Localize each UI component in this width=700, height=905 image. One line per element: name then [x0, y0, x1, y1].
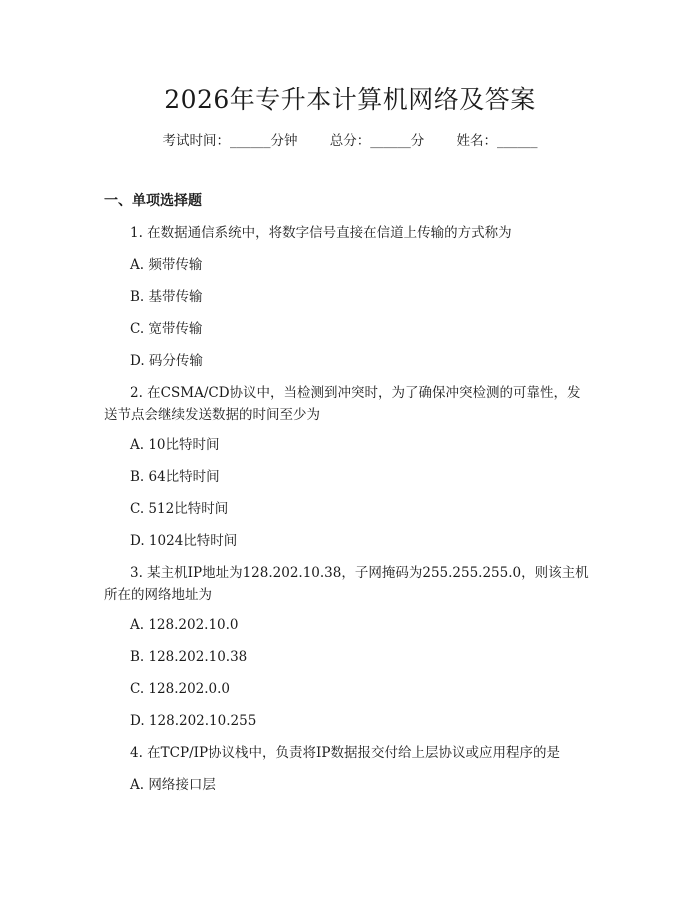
question-2-option-a: A. 10比特时间 — [130, 437, 220, 453]
question-stem-text: 4. 在TCP/IP协议栈中，负责将IP数据报交付给上层协议或应用程序的是 — [130, 745, 560, 761]
question-stem-text: 1. 在数据通信系统中，将数字信号直接在信道上传输的方式称为 — [130, 225, 512, 241]
question-1-option-b: B. 基带传输 — [130, 289, 203, 305]
question-3-option-a: A. 128.202.10.0 — [130, 617, 239, 633]
question-4-option-a: A. 网络接口层 — [130, 777, 216, 793]
question-3-stem — [104, 562, 594, 606]
question-4-stem — [104, 742, 594, 764]
document-title: 2026年专升本计算机网络及答案 — [164, 85, 536, 114]
question-1-option-a: A. 频带传输 — [130, 257, 203, 273]
question-2-stem — [104, 382, 594, 426]
question-stem-text: 3. 某主机IP地址为128.202.10.38，子网掩码为255.255.255.0，则该主机所在的网络地址为 — [104, 565, 589, 603]
question-1-stem — [104, 222, 594, 244]
total-score-field: 总分：______分 — [329, 133, 425, 149]
exam-time-field: 考试时间：______分钟 — [162, 133, 298, 149]
question-3-option-c: C. 128.202.0.0 — [130, 681, 231, 697]
exam-meta — [0, 130, 700, 152]
question-3-option-b: B. 128.202.10.38 — [130, 649, 248, 665]
question-2-option-c: C. 512比特时间 — [130, 501, 229, 517]
section-title: 一、单项选择题 — [104, 193, 202, 209]
name-field: 姓名：______ — [456, 133, 538, 149]
question-2-option-d: D. 1024比特时间 — [130, 533, 238, 549]
question-stem-text: 2. 在CSMA/CD协议中，当检测到冲突时，为了确保冲突检测的可靠性，发送节点会继续发送数据的时间至少为 — [104, 385, 581, 423]
question-3-option-d: D. 128.202.10.255 — [130, 713, 257, 729]
question-1-option-d: D. 码分传输 — [130, 353, 203, 369]
question-1-option-c: C. 宽带传输 — [130, 321, 203, 337]
question-2-option-b: B. 64比特时间 — [130, 469, 220, 485]
